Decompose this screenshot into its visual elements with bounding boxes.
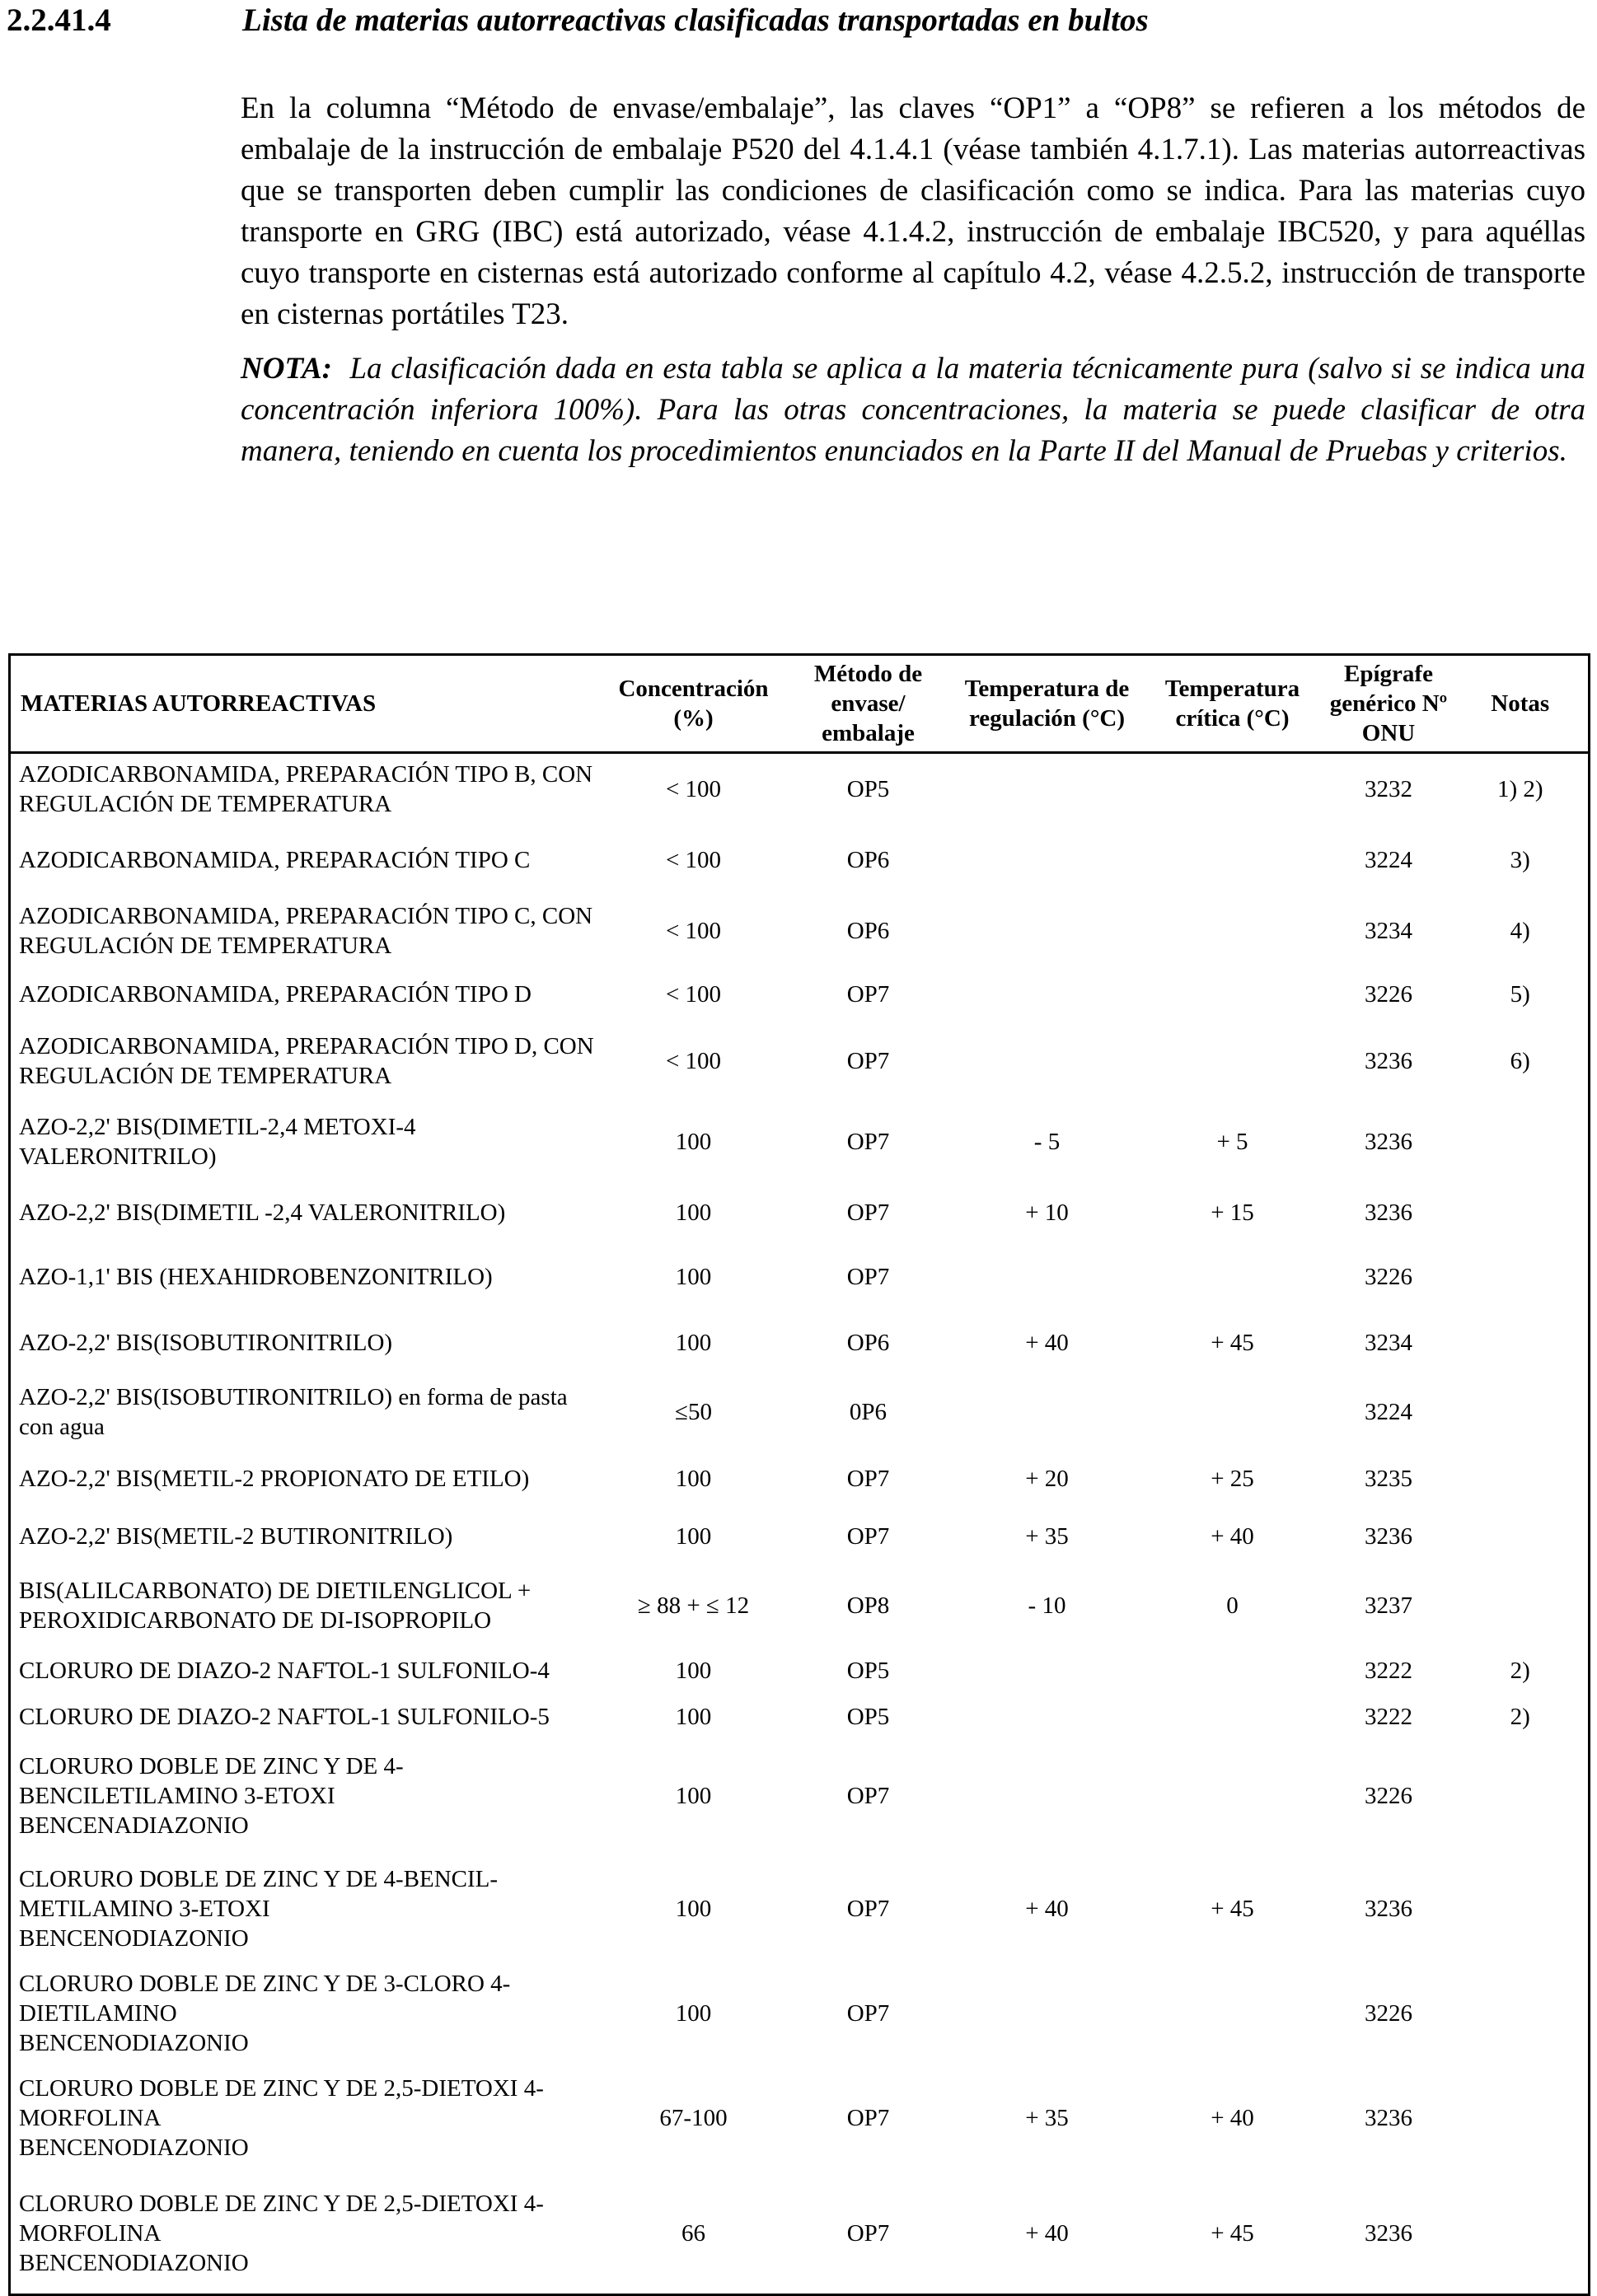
cell-temp-critical: [1140, 1022, 1325, 1101]
cell-concentration: 100: [675, 1199, 712, 1226]
cell-method: OP7: [846, 1895, 890, 1922]
cell-concentration: 100: [675, 1329, 712, 1356]
cell-temp-critical: [1140, 1738, 1325, 1854]
cell-temp-critical: [1140, 895, 1325, 967]
cell-temp-regulation: [954, 825, 1140, 895]
cell-method: OP6: [846, 1329, 890, 1356]
cell-concentration: 100: [675, 1465, 712, 1492]
cell-method: OP7: [846, 1465, 890, 1492]
cell-material: BIS(ALILCARBONATO) DE DIETILENGLICOL + PEROXIDICARBONATO DE DI-ISOPROPILO: [19, 1577, 532, 1634]
cell-method: OP6: [846, 846, 890, 873]
cell-temp-regulation: - 10: [1028, 1592, 1066, 1619]
table-row: [10, 1738, 1590, 1854]
cell-un-number: 3236: [1365, 1199, 1412, 1226]
cell-concentration: 67-100: [659, 2104, 728, 2131]
cell-temp-critical: + 45: [1211, 1895, 1254, 1922]
cell-temp-critical: + 45: [1211, 2219, 1254, 2247]
cell-notes: 2): [1510, 1657, 1530, 1684]
cell-un-number: 3224: [1365, 1398, 1412, 1425]
intro-text: [241, 88, 1585, 472]
cell-notes: [1453, 1450, 1590, 1508]
cell-temp-regulation: [954, 1695, 1140, 1738]
cell-temp-critical: + 5: [1216, 1128, 1248, 1155]
table-row: [10, 895, 1590, 967]
cell-notes: [1453, 1183, 1590, 1242]
cell-temp-critical: + 45: [1211, 1329, 1254, 1356]
table-row: [10, 1646, 1590, 1695]
cell-temp-critical: + 40: [1211, 2104, 1254, 2131]
cell-material: AZODICARBONAMIDA, PREPARACIÓN TIPO D: [19, 980, 532, 1008]
cell-notes: [1453, 2063, 1590, 2173]
table-row: [10, 1854, 1590, 1964]
table-row: [10, 1183, 1590, 1242]
cell-temp-critical: [1140, 1374, 1325, 1450]
cell-material: AZO-2,2' BIS(ISOBUTIRONITRILO) en forma de pasta con agua: [19, 1383, 568, 1440]
cell-material: AZO-2,2' BIS(ISOBUTIRONITRILO): [19, 1329, 393, 1356]
cell-concentration: < 100: [665, 846, 722, 873]
cell-un-number: 3224: [1365, 846, 1412, 873]
cell-method: OP7: [846, 1128, 890, 1155]
header-notas: Notas: [1491, 690, 1550, 717]
cell-method: OP8: [846, 1592, 890, 1619]
cell-material: CLORURO DOBLE DE ZINC Y DE 4-BENCIL- METILAMINO 3-ETOXI BENCENODIAZONIO: [19, 1865, 499, 1952]
cell-material: CLORURO DOBLE DE ZINC Y DE 2,5-DIETOXI 4- MORFOLINA BENCENODIAZONIO: [19, 2190, 544, 2276]
cell-notes: [1453, 1854, 1590, 1964]
cell-un-number: 3236: [1365, 1522, 1412, 1550]
cell-material: AZO-2,2' BIS(DIMETIL -2,4 VALERONITRILO): [19, 1199, 506, 1226]
cell-temp-regulation: [954, 1646, 1140, 1695]
cell-temp-regulation: [954, 1022, 1140, 1101]
cell-notes: 3): [1510, 846, 1530, 873]
cell-material: AZODICARBONAMIDA, PREPARACIÓN TIPO C: [19, 846, 531, 873]
cell-temp-critical: + 40: [1211, 1522, 1254, 1550]
cell-un-number: 3236: [1365, 1128, 1412, 1155]
cell-temp-regulation: + 35: [1025, 1522, 1069, 1550]
cell-concentration: 100: [675, 1128, 712, 1155]
table-header-row: [10, 655, 1590, 753]
cell-un-number: 3222: [1365, 1703, 1412, 1730]
note-text: La clasificación dada en esta tabla se aplica a la materia técnicamente pura (salvo si se indica una concentración inferiora 100%). Para las otras concentraciones, la materia se puede clasificar de otra manera, teniendo en cuenta los procedimientos enunciados en la Parte II del Manual de Pruebas y criterios.: [241, 352, 1585, 468]
cell-concentration: ≥ 88 + ≤ 12: [637, 1592, 750, 1619]
cell-notes: 1) 2): [1496, 776, 1543, 803]
cell-temp-critical: + 25: [1211, 1465, 1254, 1492]
cell-temp-regulation: [954, 1242, 1140, 1312]
cell-un-number: 3237: [1365, 1592, 1412, 1619]
table-row: [10, 1565, 1590, 1646]
cell-un-number: 3226: [1365, 980, 1412, 1008]
cell-temp-critical: 0: [1226, 1592, 1239, 1619]
cell-material: CLORURO DE DIAZO-2 NAFTOL-1 SULFONILO-4: [19, 1657, 550, 1684]
cell-method: OP5: [846, 1703, 890, 1730]
cell-temp-critical: + 15: [1211, 1199, 1254, 1226]
table-row: [10, 753, 1590, 825]
cell-concentration: < 100: [665, 917, 722, 944]
cell-material: AZODICARBONAMIDA, PREPARACIÓN TIPO D, CON REGULACIÓN DE TEMPERATURA: [19, 1032, 594, 1089]
header-metodo: Método de envase/ embalaje: [813, 661, 923, 746]
cell-concentration: 100: [675, 1703, 712, 1730]
cell-concentration: 100: [675, 1895, 712, 1922]
cell-notes: 2): [1510, 1703, 1530, 1730]
table-row: [10, 1695, 1590, 1738]
header-temp-regulacion: Temperatura de regulación (°C): [964, 676, 1130, 732]
cell-method: OP7: [846, 1999, 890, 2027]
cell-method: OP7: [846, 1263, 890, 1290]
cell-method: 0P6: [849, 1398, 887, 1425]
cell-method: OP6: [846, 917, 890, 944]
cell-temp-critical: [1140, 1242, 1325, 1312]
cell-un-number: 3236: [1365, 2219, 1412, 2247]
cell-concentration: 100: [675, 1263, 712, 1290]
cell-temp-critical: [1140, 1695, 1325, 1738]
cell-notes: [1453, 1101, 1590, 1183]
table-row: [10, 825, 1590, 895]
cell-material: CLORURO DOBLE DE ZINC Y DE 3-CLORO 4- DIETILAMINO BENCENODIAZONIO: [19, 1970, 511, 2056]
section-title: Lista de materias autorreactivas clasificadas transportadas en bultos: [242, 2, 1149, 38]
cell-temp-regulation: [954, 753, 1140, 825]
cell-un-number: 3234: [1365, 917, 1412, 944]
cell-method: OP7: [846, 2219, 890, 2247]
cell-notes: [1453, 1738, 1590, 1854]
cell-method: OP7: [846, 2104, 890, 2131]
materials-table: [8, 653, 1590, 2296]
table-row: [10, 1022, 1590, 1101]
header-materias: MATERIAS AUTORREACTIVAS: [21, 690, 377, 717]
cell-method: OP7: [846, 1522, 890, 1550]
cell-concentration: 100: [675, 1657, 712, 1684]
cell-method: OP7: [846, 1047, 890, 1074]
cell-temp-regulation: - 5: [1033, 1128, 1061, 1155]
cell-un-number: 3226: [1365, 1263, 1412, 1290]
table-row: [10, 1101, 1590, 1183]
cell-temp-regulation: + 40: [1025, 2219, 1069, 2247]
header-epigrafe: Epígrafe genérico Nº ONU: [1329, 661, 1448, 746]
cell-un-number: 3222: [1365, 1657, 1412, 1684]
cell-concentration: ≤50: [675, 1398, 712, 1425]
cell-material: AZO-2,2' BIS(METIL-2 BUTIRONITRILO): [19, 1522, 453, 1550]
cell-notes: [1453, 2173, 1590, 2295]
cell-temp-regulation: + 20: [1025, 1465, 1069, 1492]
cell-notes: [1453, 1508, 1590, 1565]
header-temp-critica: Temperatura crítica (°C): [1164, 676, 1300, 732]
cell-concentration: 100: [675, 1999, 712, 2027]
cell-concentration: 100: [675, 1782, 712, 1809]
cell-concentration: < 100: [665, 1047, 722, 1074]
table-row: [10, 1312, 1590, 1374]
table-row: [10, 2063, 1590, 2173]
section-heading: [7, 0, 1572, 41]
cell-temp-critical: [1140, 967, 1325, 1022]
cell-notes: [1453, 1964, 1590, 2063]
cell-un-number: 3236: [1365, 2104, 1412, 2131]
cell-temp-critical: [1140, 1964, 1325, 2063]
cell-temp-regulation: [954, 1374, 1140, 1450]
cell-method: OP7: [846, 980, 890, 1008]
cell-material: CLORURO DOBLE DE ZINC Y DE 4- BENCILETILAMINO 3-ETOXI BENCENADIAZONIO: [19, 1752, 404, 1839]
cell-temp-regulation: + 35: [1025, 2104, 1069, 2131]
cell-un-number: 3236: [1365, 1895, 1412, 1922]
intro-paragraph: En la columna “Método de envase/embalaje”, las claves “OP1” a “OP8” se refieren a los métodos de embalaje de la instrucción de embalaje P520 del 4.1.4.1 (véase también 4.1.7.1). Las materias autorreactivas que se transporten deben cumplir las condiciones de clasificación como se indica. Para las materias cuyo transporte en GRG (IBC) está autorizado, véase 4.1.4.2, instrucción de embalaje IBC520, y para aquéllas cuyo transporte en cisternas está autorizado conforme al capítulo 4.2, véase 4.2.5.2, instrucción de transporte en cisternas portátiles T23.: [241, 91, 1585, 331]
table-body: [10, 753, 1590, 2295]
table-row: [10, 1242, 1590, 1312]
cell-concentration: < 100: [665, 980, 722, 1008]
cell-concentration: < 100: [665, 776, 722, 803]
cell-material: AZO-2,2' BIS(METIL-2 PROPIONATO DE ETILO): [19, 1465, 530, 1492]
cell-un-number: 3236: [1365, 1047, 1412, 1074]
cell-temp-critical: [1140, 825, 1325, 895]
note-label: NOTA:: [241, 352, 332, 386]
cell-material: AZODICARBONAMIDA, PREPARACIÓN TIPO B, CON REGULACIÓN DE TEMPERATURA: [19, 761, 593, 818]
cell-temp-regulation: [954, 967, 1140, 1022]
table-row: [10, 1374, 1590, 1450]
cell-temp-regulation: [954, 1964, 1140, 2063]
cell-method: OP7: [846, 1199, 890, 1226]
cell-material: CLORURO DE DIAZO-2 NAFTOL-1 SULFONILO-5: [19, 1703, 550, 1730]
section-number: 2.2.41.4: [7, 2, 111, 38]
cell-method: OP5: [846, 776, 890, 803]
cell-method: OP5: [846, 1657, 890, 1684]
cell-temp-regulation: + 10: [1025, 1199, 1069, 1226]
cell-un-number: 3234: [1365, 1329, 1412, 1356]
cell-temp-regulation: [954, 1738, 1140, 1854]
cell-notes: 5): [1510, 980, 1530, 1008]
cell-un-number: 3235: [1365, 1465, 1412, 1492]
cell-material: AZO-1,1' BIS (HEXAHIDROBENZONITRILO): [19, 1263, 493, 1290]
table-row: [10, 1964, 1590, 2063]
cell-un-number: 3226: [1365, 1999, 1412, 2027]
cell-material: AZO-2,2' BIS(DIMETIL-2,4 METOXI-4 VALERONITRILO): [19, 1113, 416, 1170]
cell-concentration: 100: [675, 1522, 712, 1550]
cell-concentration: 66: [681, 2219, 705, 2247]
note-paragraph: [241, 348, 1585, 472]
table-row: [10, 2173, 1590, 2295]
cell-temp-regulation: [954, 895, 1140, 967]
table-row: [10, 967, 1590, 1022]
cell-notes: [1453, 1242, 1590, 1312]
cell-notes: [1453, 1312, 1590, 1374]
cell-temp-regulation: + 40: [1025, 1895, 1069, 1922]
cell-notes: 4): [1510, 917, 1530, 944]
cell-temp-critical: [1140, 1646, 1325, 1695]
cell-temp-regulation: + 40: [1025, 1329, 1069, 1356]
cell-notes: [1453, 1565, 1590, 1646]
cell-method: OP7: [846, 1782, 890, 1809]
cell-temp-critical: [1140, 753, 1325, 825]
cell-material: CLORURO DOBLE DE ZINC Y DE 2,5-DIETOXI 4- MORFOLINA BENCENODIAZONIO: [19, 2074, 544, 2161]
cell-material: AZODICARBONAMIDA, PREPARACIÓN TIPO C, CON REGULACIÓN DE TEMPERATURA: [19, 902, 593, 959]
table-row: [10, 1450, 1590, 1508]
cell-notes: 6): [1510, 1047, 1530, 1074]
cell-un-number: 3226: [1365, 1782, 1412, 1809]
header-concentracion: Concentración (%): [618, 676, 769, 732]
cell-un-number: 3232: [1365, 776, 1412, 803]
table-row: [10, 1508, 1590, 1565]
cell-notes: [1453, 1374, 1590, 1450]
